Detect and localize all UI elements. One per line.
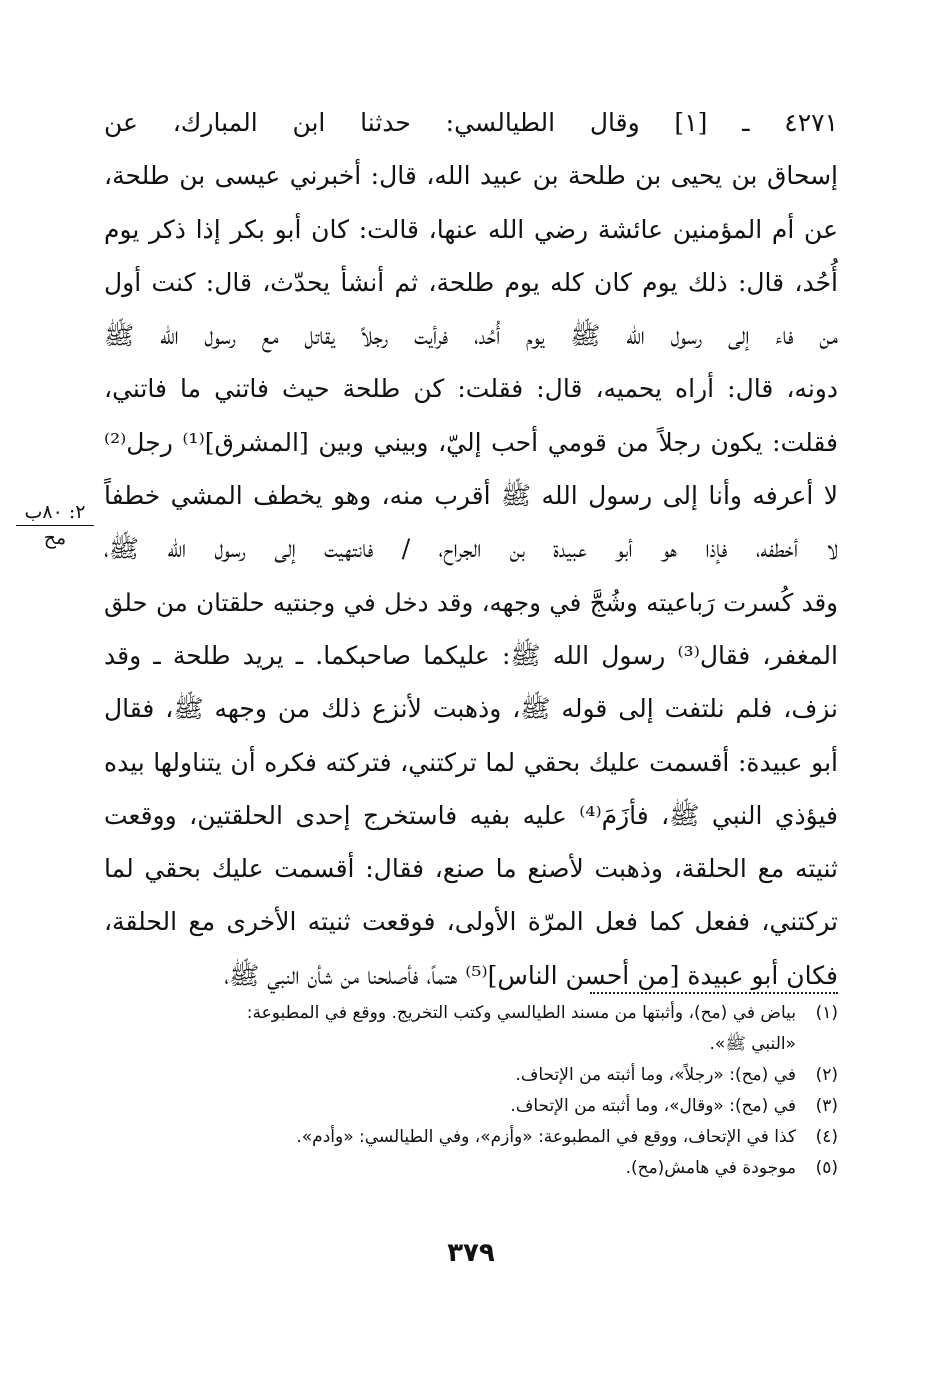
footnote-5 — [104, 1153, 838, 1184]
footnote-number: (١) — [815, 1003, 838, 1023]
text-line: ثنيته مع الحلقة، وذهبت لأصنع ما صنع، فقال: أقسمت عليك بحقي لما — [104, 854, 838, 884]
footnote-number: (٢) — [815, 1065, 838, 1085]
footnote-line: «النبي ﷺ». — [709, 1034, 796, 1054]
text-line: فقلت: يكون رجلاً من قومي أحب إليّ، وبيني وبين [المشرق]⁽¹⁾ رجل⁽²⁾ — [104, 427, 839, 457]
footnote-line: في (مح): «وقال»، وما أثبته من الإتحاف. — [510, 1096, 796, 1116]
text-line: أبو عبيدة: أقسمت عليك بحقي لما تركتني، فتركته فكره أن يتناولها بيده — [104, 747, 838, 777]
footnote-number: (٣) — [815, 1096, 838, 1116]
text-line: لا أخطفه، فإذا هو أبو عبيدة بن الجراح، / فانتهيت إلى رسول الله ﷺ، — [104, 534, 838, 564]
text-line: لا أعرفه وأنا إلى رسول الله ﷺ أقرب منه، وهو يخطف المشي خطفاً — [104, 481, 838, 511]
footnote-4 — [104, 1122, 838, 1153]
text-line: عن أم المؤمنين عائشة رضي الله عنها، قالت: كان أبو بكر إذا ذكر يوم — [104, 214, 838, 244]
text-line: أُحُد، قال: ذلك يوم كان كله يوم طلحة، ثم أنشأ يحدّث، قال: كنت أول — [104, 267, 838, 297]
footnote-3 — [104, 1091, 838, 1122]
footnote-line: موجودة في هامش(مح). — [625, 1158, 796, 1178]
manuscript-siglum: مح — [43, 527, 67, 549]
footnote-line: كذا في الإتحاف، ووقع في المطبوعة: «وأزم»، وفي الطيالسي: «وأدم». — [296, 1127, 796, 1147]
text-line: ٤٢٧١ ـ [١] وقال الطيالسي: حدثنا ابن المبارك، عن — [104, 108, 838, 137]
text-line: من فاء إلى رسول الله ﷺ يوم أُحُد، فرأيت رجلاً يقاتل مع رسول الله ﷺ — [104, 321, 838, 351]
page-number: ٣٧٩ — [447, 1238, 495, 1268]
footnotes — [104, 998, 838, 1184]
hadith-text — [104, 96, 838, 1002]
text-line: نزف، فلم نلتفت إلى قوله ﷺ، وذهبت لأنزع ذلك من وجهه ﷺ، فقال — [104, 694, 838, 724]
footnote-line: في (مح): «رجلاً»، وما أثبته من الإتحاف. — [515, 1065, 796, 1085]
footnote-1 — [104, 998, 838, 1060]
text-line: فكان أبو عبيدة [من أحسن الناس]⁽⁵⁾ هتماً، فأصلحنا من شأن النبي ﷺ، — [224, 960, 838, 990]
text-line: إسحاق بن يحيى بن طلحة بن عبيد الله، قال: أخبرني عيسى بن طلحة، — [104, 161, 838, 191]
text-line: وقد كُسرت رَباعيته وشُجَّ في وجهه، وقد دخل في وجنتيه حلقتان من حلق — [104, 587, 838, 617]
footnote-line: بياض في (مح)، وأثبتها من مسند الطيالسي وكتب التخريج. ووقع في المطبوعة: — [246, 1003, 796, 1023]
folio-reference: ٢: ٨٠ب — [16, 500, 94, 526]
footnote-number: (٥) — [815, 1158, 838, 1178]
text-line: تركتني، ففعل كما فعل المرّة الأولى، فوقعت ثنيته الأخرى مع الحلقة، — [104, 907, 838, 937]
manuscript-folio-note — [16, 500, 94, 550]
footnote-separator — [590, 972, 838, 994]
text-line: فيؤذي النبي ﷺ، فأزَمَ⁽⁴⁾ عليه بفيه فاستخرج إحدى الحلقتين، ووقعت — [104, 800, 839, 830]
text-line: المغفر، فقال⁽³⁾ رسول الله ﷺ: عليكما صاحبكما. ـ يريد طلحة ـ وقد — [104, 640, 838, 670]
footnote-2 — [104, 1060, 838, 1091]
text-line: دونه، قال: أراه يحميه، قال: فقلت: كن طلحة حيث فاتني ما فاتني، — [104, 374, 838, 404]
footnote-text — [104, 998, 796, 1060]
footnote-number: (٤) — [815, 1127, 838, 1147]
